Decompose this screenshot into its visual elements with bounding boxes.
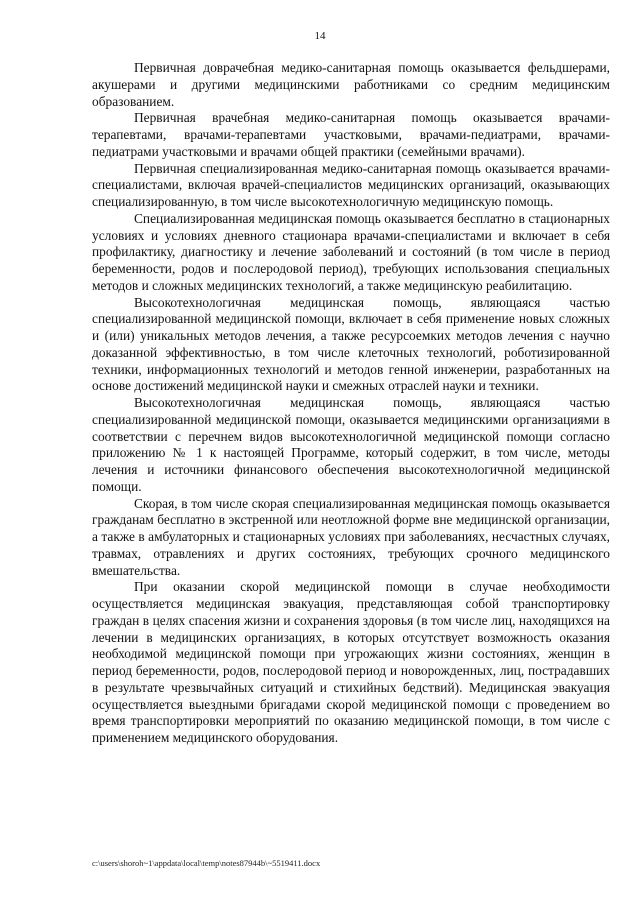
paragraph-primary-physician-care: Первичная врачебная медико-санитарная помощь оказывается врачами-терапевтами, врачами-терапевтами участковыми, врачами-педиатрами, врачами-педиатрами участковыми и врачами общей практики (семейными врачами). bbox=[92, 110, 610, 159]
paragraph-primary-specialized-care: Первичная специализированная медико-санитарная помощь оказывается врачами-специалистами, включая врачей-специалистов медицинских организаций, оказывающих специализированную, в том числе высокотехнологичную медицинскую помощь. bbox=[92, 160, 610, 209]
paragraph-high-tech-care-definition: Высокотехнологичная медицинская помощь, являющаяся частью специализированной медицинской помощи, включает в себя применение новых сложных и (или) уникальных методов лечения, а также ресурсоемких методов лечения с научно доказанной эффективностью, в том числе клеточных технологий, роботизированной техники, информационных технологий и методов генной инженерии, разработанных на основе достижений медицинской науки и смежных отраслей науки и техники. bbox=[92, 294, 610, 394]
paragraph-emergency-care: Скорая, в том числе скорая специализированная медицинская помощь оказывается гражданам бесплатно в экстренной или неотложной форме вне медицинской организации, а также в амбулаторных и стационарных условиях при заболеваниях, несчастных случаях, травмах, отравлениях и других состояниях, требующих срочного медицинского вмешательства. bbox=[92, 495, 610, 578]
page-number: 14 bbox=[314, 30, 326, 42]
paragraph-specialized-care: Специализированная медицинская помощь оказывается бесплатно в стационарных условиях и условиях дневного стационара врачами-специалистами и включает в себя профилактику, диагностику и лечение заболеваний и состояний (в том числе в период беременности, родов и послеродовой период), требующих использования специальных методов и сложных медицинских технологий, а также медицинскую реабилитацию. bbox=[92, 210, 610, 293]
document-body bbox=[92, 60, 610, 747]
file-path-footer: c:\users\shoroh~1\appdata\local\temp\notes87944b\~5519411.docx bbox=[92, 858, 321, 868]
paragraph-high-tech-care-provision: Высокотехнологичная медицинская помощь, являющаяся частью специализированной медицинской помощи, оказывается медицинскими организациями в соответствии с перечнем видов высокотехнологичной медицинской помощи согласно приложению № 1 к настоящей Программе, который содержит, в том числе, методы лечения и источники финансового обеспечения высокотехнологичной медицинской помощи. bbox=[92, 395, 610, 494]
paragraph-medical-evacuation: При оказании скорой медицинской помощи в случае необходимости осуществляется медицинская эвакуация, представляющая собой транспортировку граждан в целях спасения жизни и сохранения здоровья (в том числе лиц, находящихся на лечении в медицинских организациях, в которых отсутствует возможность оказания необходимой медицинской помощи при угрожающих жизни состояниях, женщин в период беременности, родов, послеродовой период и новорожденных, лиц, пострадавших в результате чрезвычайных ситуаций и стихийных бедствий). Медицинская эвакуация осуществляется выездными бригадами скорой медицинской помощи с проведением во время транспортировки мероприятий по оказанию медицинской помощи, в том числе с применением медицинского оборудования. bbox=[92, 579, 610, 745]
paragraph-primary-prephysician-care: Первичная доврачебная медико-санитарная помощь оказывается фельдшерами, акушерами и другими медицинскими работниками со средним медицинским образованием. bbox=[92, 60, 610, 109]
